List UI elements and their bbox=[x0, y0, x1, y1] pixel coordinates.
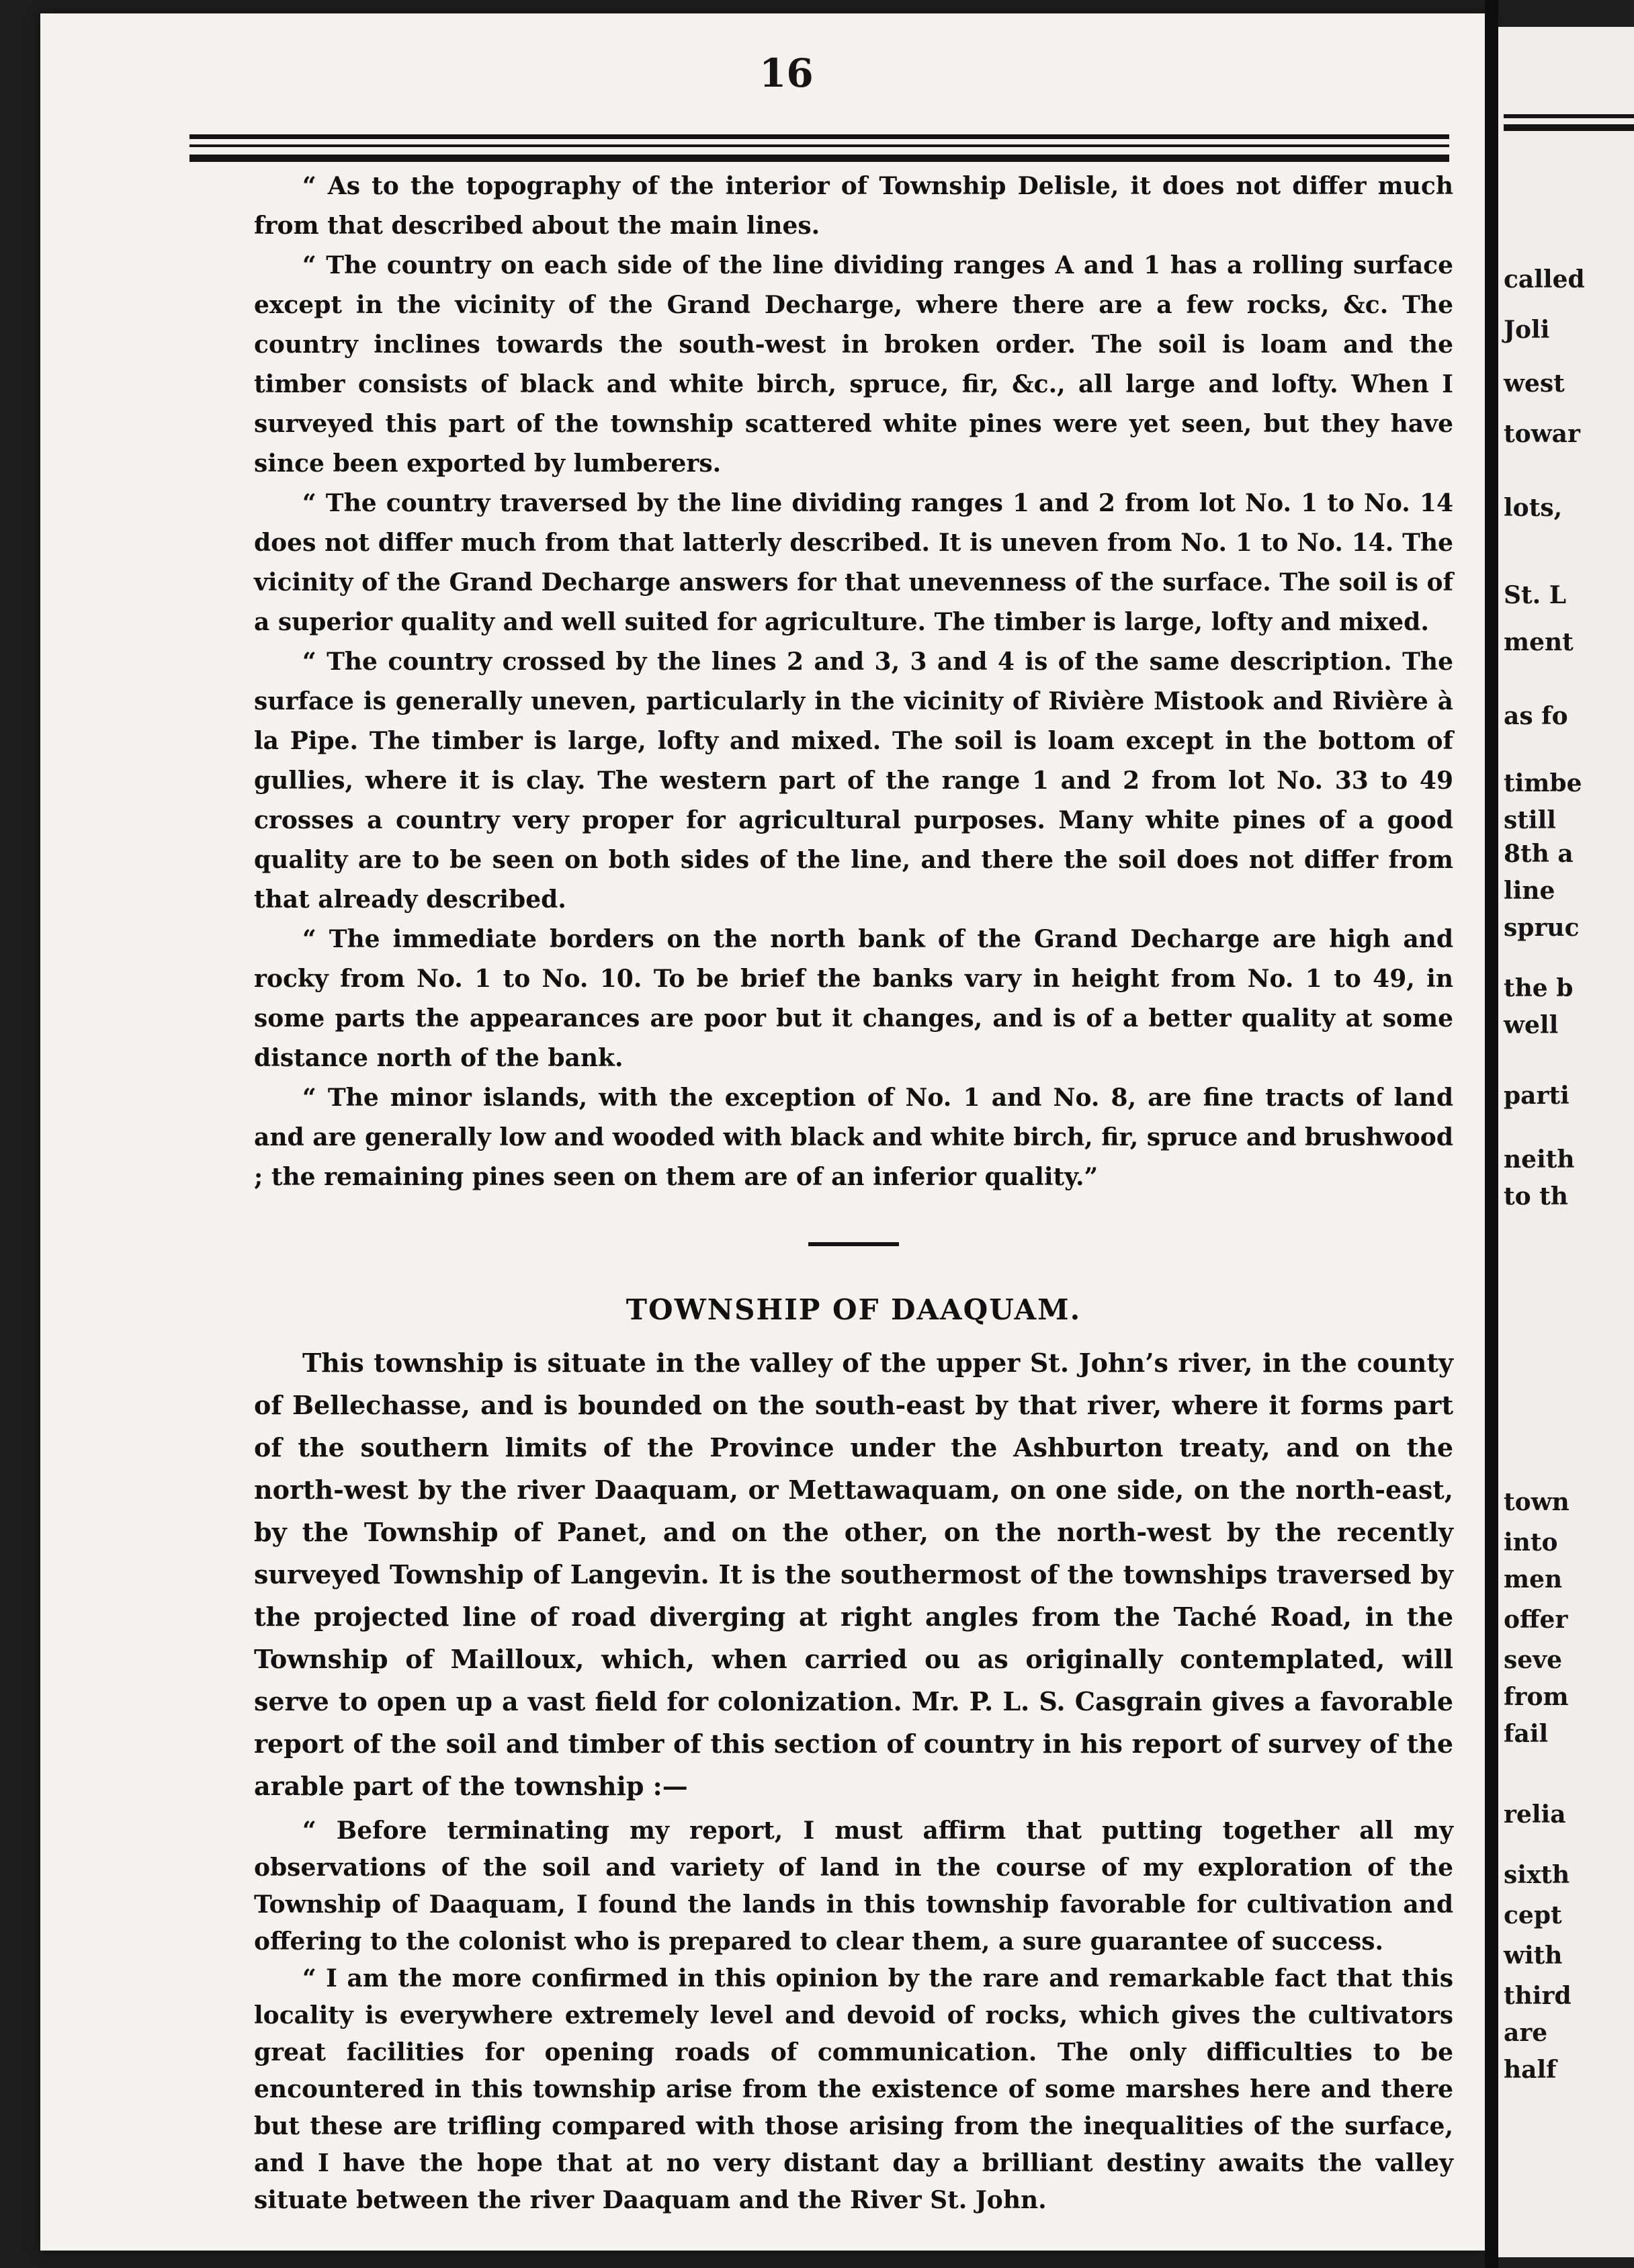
adjacent-page-fragment: as fo bbox=[1504, 702, 1568, 730]
paragraph-minor-islands: “ The minor islands, with the exception of No. 1 and No. 8, are fine tracts of land and are generally low and wooded with black and white birch, fir, spruce and brushwood ; the remaining pines seen on them are of an inferior quality.” bbox=[254, 1084, 1453, 1191]
header-rule-thick bbox=[189, 134, 1449, 139]
adjacent-page-fragment: offer bbox=[1504, 1606, 1568, 1634]
adjacent-page-fragment: third bbox=[1504, 1982, 1572, 2010]
adjacent-page-fragment: towar bbox=[1504, 420, 1580, 448]
adjacent-page-fragment: timbe bbox=[1504, 769, 1582, 797]
adjacent-page-fragment: from bbox=[1504, 1683, 1569, 1711]
section-divider bbox=[808, 1242, 899, 1246]
adjacent-page-fragment: west bbox=[1504, 369, 1565, 398]
adjacent-page-fragment: still bbox=[1504, 806, 1556, 834]
adjacent-page-fragment: called bbox=[1504, 265, 1585, 294]
paragraph-north-bank: “ The immediate borders on the north bank of the Grand Decharge are high and rocky from No. 1 to No. 10. To be brief the banks vary in height from No. 1 to 49, in some parts the appearances are poor but it changes, and is of a better quality at some distance north of the bank. bbox=[254, 925, 1453, 1072]
paragraph-topography: “ As to the topography of the interior of Township Delisle, it does not differ much from that described about the main lines. bbox=[254, 172, 1453, 240]
document-page bbox=[40, 13, 1485, 2251]
page-number: 16 bbox=[759, 50, 814, 96]
adjacent-header-rule bbox=[1504, 124, 1634, 131]
quote-block bbox=[254, 1813, 1453, 2219]
book-gutter bbox=[1485, 0, 1498, 2268]
adjacent-page-fragment: well bbox=[1504, 1011, 1559, 1039]
header-rule-bold bbox=[189, 155, 1449, 162]
header-rule-thin bbox=[189, 144, 1449, 147]
adjacent-page-edge bbox=[1498, 27, 1634, 2257]
section-title: TOWNSHIP OF DAAQUAM. bbox=[626, 1293, 1082, 1326]
paragraph-ranges-a-1: “ The country on each side of the line dividing ranges A and 1 has a rolling surface except in the vicinity of the Grand Decharge, where there are a few rocks, &c. The country inclines towards the south-west in broken order. The soil is loam and the timber consists of black and white birch, spruce, fir, &c., all large and lofty. When I surveyed this part of the township scattered white pines were yet seen, but they have since been exported by lumberers. bbox=[254, 251, 1453, 478]
paragraph-ranges-1-2: “ The country traversed by the line dividing ranges 1 and 2 from lot No. 1 to No. 14 does not differ much from that latterly described. It is uneven from No. 1 to No. 14. The vicinity of the Grand Decharge answers for that unevenness of the surface. The soil is of a superior quality and well suited for agriculture. The timber is large, lofty and mixed. bbox=[254, 489, 1453, 636]
adjacent-page-fragment: relia bbox=[1504, 1800, 1566, 1829]
adjacent-page-fragment: half bbox=[1504, 2056, 1557, 2084]
adjacent-header-rule bbox=[1504, 114, 1634, 118]
adjacent-page-fragment: spruc bbox=[1504, 914, 1580, 942]
adjacent-page-fragment: are bbox=[1504, 2019, 1548, 2047]
adjacent-page-fragment: line bbox=[1504, 877, 1555, 905]
adjacent-page-fragment: sixth bbox=[1504, 1861, 1570, 1889]
section-body bbox=[254, 1342, 1453, 1807]
adjacent-page-fragment: 8th a bbox=[1504, 840, 1574, 868]
adjacent-page-fragment: to th bbox=[1504, 1182, 1568, 1211]
adjacent-page-fragment: St. L bbox=[1504, 581, 1567, 609]
adjacent-page-fragment: cept bbox=[1504, 1901, 1562, 1929]
section-intro-paragraph: This township is situate in the valley of the upper St. John’s river, in the county of Bellechasse, and is bounded on the south-east by that river, where it forms part of the southern limits of the Province under the Ashburton treaty, and on the north-west by the river Daaquam, or Mettawaquam, on one side, on the north-east, by the Township of Panet, and on the other, on the north-west by the recently surveyed Township of Langevin. It is the southermost of the townships traversed by the projected line of road diverging at right angles from the Taché Road, in the Township of Mailloux, which, when carried ou as originally contemplated, will serve to open up a vast field for colonization. Mr. P. L. S. Casgrain gives a favorable report of the soil and timber of this section of country in his report of survey of the arable part of the township :— bbox=[254, 1348, 1453, 1801]
adjacent-page-text bbox=[1504, 27, 1634, 2257]
adjacent-page-fragment: with bbox=[1504, 1942, 1563, 1970]
adjacent-page-fragment: fail bbox=[1504, 1720, 1549, 1748]
adjacent-page-fragment: into bbox=[1504, 1528, 1558, 1557]
adjacent-page-fragment: town bbox=[1504, 1488, 1570, 1516]
adjacent-page-fragment: Joli bbox=[1504, 316, 1550, 344]
adjacent-page-fragment: lots, bbox=[1504, 494, 1563, 522]
paragraph-lines-2-3-4: “ The country crossed by the lines 2 and 3, 3 and 4 is of the same description. The surface is generally uneven, particularly in the vicinity of Rivière Mistook and Rivière à la Pipe. The timber is large, lofty and mixed. The soil is loam except in the bottom of gullies, where it is clay. The western part of the range 1 and 2 from lot No. 33 to 49 crosses a country very proper for agricultural purposes. Many white pines of a good quality are to be seen on both sides of the line, and there the soil does not differ from that already described. bbox=[254, 648, 1453, 914]
quote-paragraph: “ Before terminating my report, I must affirm that putting together all my observations of the soil and variety of land in the course of my exploration of the Township of Daaquam, I found the lands in this township favorable for cultivation and offering to the colonist who is prepared to clear them, a sure guarantee of success. bbox=[254, 1817, 1453, 1956]
adjacent-page-fragment: the b bbox=[1504, 974, 1574, 1002]
adjacent-page-fragment: men bbox=[1504, 1565, 1563, 1594]
page-content bbox=[254, 167, 1453, 2251]
adjacent-page-fragment: parti bbox=[1504, 1082, 1570, 1110]
adjacent-page-fragment: neith bbox=[1504, 1145, 1575, 1174]
adjacent-page-fragment: seve bbox=[1504, 1646, 1562, 1674]
adjacent-page-fragment: ment bbox=[1504, 628, 1574, 656]
quote-paragraph: “ I am the more confirmed in this opinion by the rare and remarkable fact that this locality is everywhere extremely level and devoid of rocks, which gives the cultivators great facilities for opening roads of communication. The only difficulties to be encountered in this township arise from the existence of some marshes here and there but these are trifling compared with those arising from the inequalities of the surface, and I have the hope that at no very distant day a brilliant destiny awaits the valley situate between the river Daaquam and the River St. John. bbox=[254, 1964, 1453, 2214]
